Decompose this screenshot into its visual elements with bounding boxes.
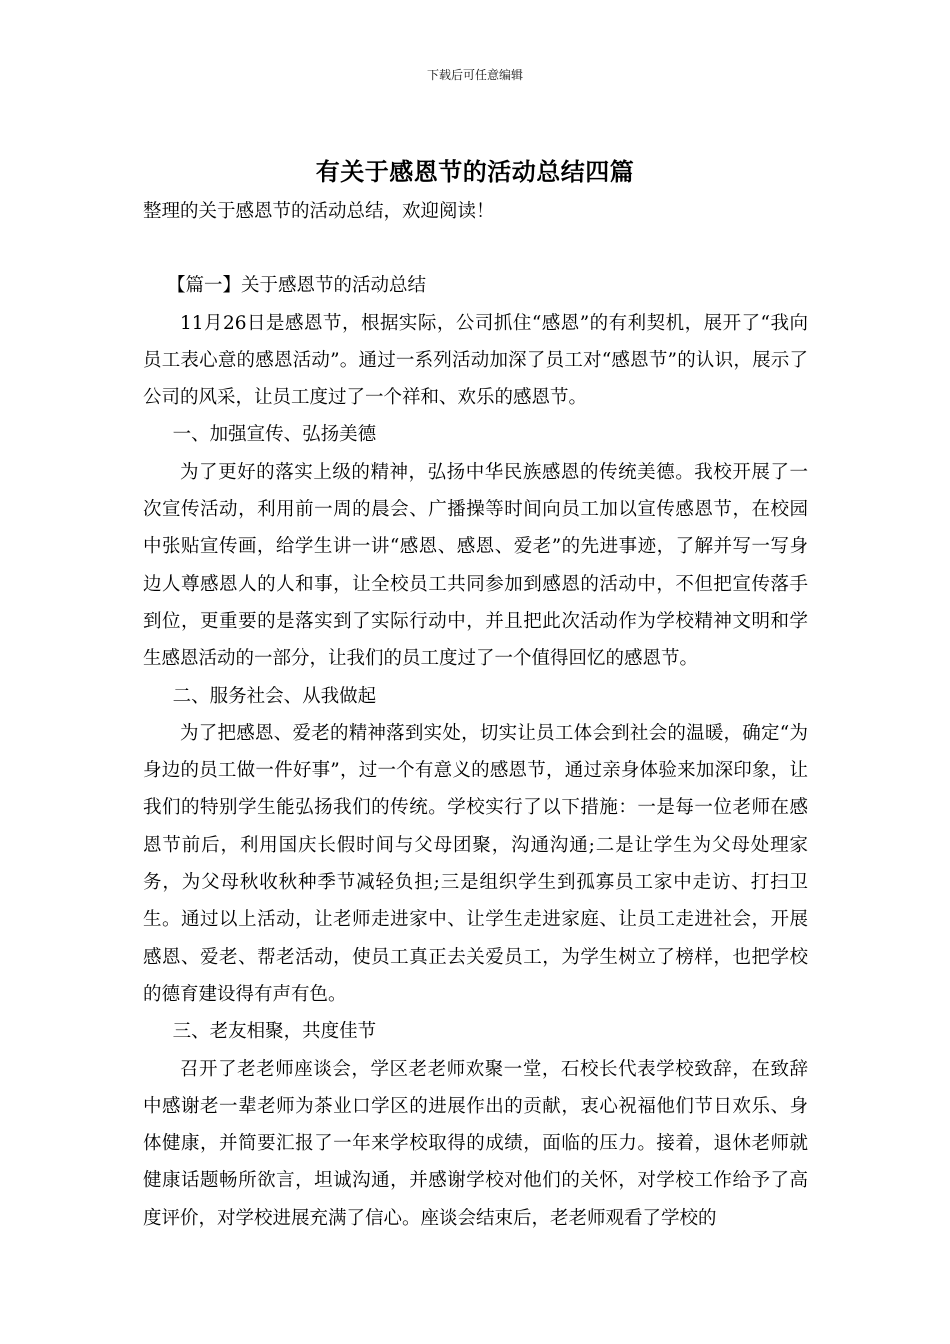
intro-paragraph: 整理的关于感恩节的活动总结，欢迎阅读！ xyxy=(143,201,495,222)
document-body xyxy=(143,193,808,1237)
paragraph-3: 为了把感恩、爱老的精神落到实处，切实让员工体会到社会的温暖，确定“为身边的员工做一件好事”，过一个有意义的感恩节，通过亲身体验来加深印象，让我们的特别学生能弘扬我们的传统。学校实行了以下措施：一是每一位老师在感恩节前后，利用国庆长假时间与父母团聚，沟通沟通;二是让学生为父母处理家务，为父母秋收秋种季节减轻负担;三是组织学生到孤寡员工家中走访、打扫卫生。通过以上活动，让老师走进家中、让学生走进家庭、让员工走进社会，开展感恩、爱老、帮老活动，使员工真正去关爱员工，为学生树立了榜样，也把学校的德育建设得有声有色。 xyxy=(143,722,808,1005)
paragraph-1: 11月26日是感恩节，根据实际，公司抓住“感恩”的有利契机，展开了“我向员工表心意的感恩活动”。通过一系列活动加深了员工对“感恩节”的认识，展示了公司的风采，让员工度过了一个祥和、欢乐的感恩节。 xyxy=(143,312,808,409)
page-header-note: 下载后可任意编辑 xyxy=(426,68,523,82)
subheading-3: 三、老友相聚，共度佳节 xyxy=(172,1021,377,1043)
document-title: 有关于感恩节的活动总结四篇 xyxy=(315,157,635,186)
subheading-2: 二、服务社会、从我做起 xyxy=(172,685,377,707)
paragraph-2: 为了更好的落实上级的精神，弘扬中华民族感恩的传统美德。我校开展了一次宣传活动，利用前一周的晨会、广播操等时间向员工加以宣传感恩节，在校园中张贴宣传画，给学生讲一讲“感恩、感恩、爱老”的先进事迹，了解并写一写身边人尊感恩人的人和事，让全校员工共同参加到感恩的活动中，不但把宣传落手到位，更重要的是落实到了实际行动中，并且把此次活动作为学校精神文明和学生感恩活动的一部分，让我们的员工度过了一个值得回忆的感恩节。 xyxy=(143,461,808,670)
subheading-1: 一、加强宣传、弘扬美德 xyxy=(172,424,377,446)
section-title: 【篇一】关于感恩节的活动总结 xyxy=(167,275,427,297)
paragraph-4: 召开了老老师座谈会，学区老老师欢聚一堂，石校长代表学校致辞，在致辞中感谢老一辈老师为茶业口学区的进展作出的贡献，衷心祝福他们节日欢乐、身体健康，并简要汇报了一年来学校取得的成绩，面临的压力。接着，退休老师就健康话题畅所欲言，坦诚沟通，并感谢学校对他们的关怀，对学校工作给予了高度评价，对学校进展充满了信心。座谈会结束后，老老师观看了学校的 xyxy=(143,1058,808,1229)
